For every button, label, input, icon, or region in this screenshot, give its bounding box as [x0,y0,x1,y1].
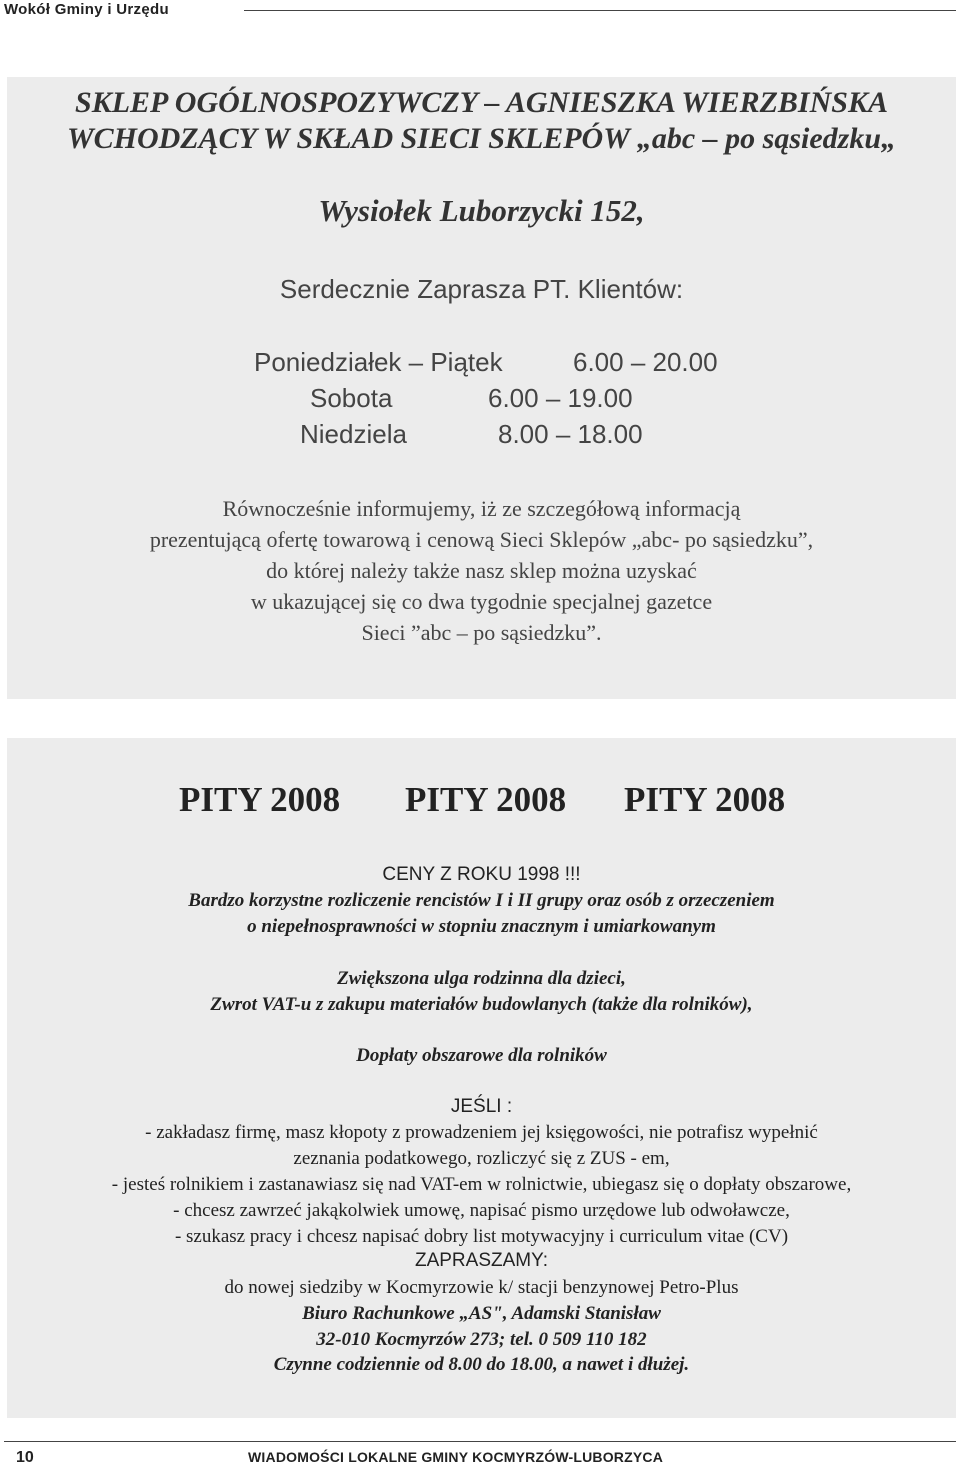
if-line: - jesteś rolnikiem i zastanawiasz się nad VAT-em w rolnictwie, ubiegasz się o dopłaty obszarowe, [111,1174,852,1195]
shop-title-line1: SKLEP OGÓLNOSPOZYWCZY – AGNIESZKA WIERZBIŃSKA [75,86,888,119]
prices-line: CENY Z ROKU 1998 !!! [382,864,581,885]
shop-address: Wysiołek Luborzycki 152, [318,193,645,228]
office-name: Biuro Rachunkowe „AS", Adamski Stanisław [302,1303,661,1324]
hours-time: 6.00 – 19.00 [488,383,633,413]
page-number: 10 [16,1449,34,1466]
shop-title-line2: WCHODZĄCY W SKŁAD SIECI SKLEPÓW „abc – po sąsiedzku„ [66,122,897,155]
page-header [0,0,960,22]
office-hours: Czynne codziennie od 8.00 do 18.00, a nawet i dłużej. [273,1354,690,1375]
header-divider [244,10,956,11]
hours-day: Poniedziałek – Piątek [254,347,503,377]
pity-heading: PITY 2008 [179,780,341,819]
if-label: JEŚLI : [450,1096,513,1117]
relief-line: Zwrot VAT-u z zakupu materiałów budowlanych (także dla rolników), [210,994,753,1015]
hours-day: Sobota [310,383,393,413]
page-footer [0,1440,960,1473]
pity-heading: PITY 2008 [405,780,567,819]
relief-line: Zwiększona ulga rodzinna dla dzieci, [337,968,626,989]
info-line: Sieci ”abc – po sąsiedzku”. [361,620,602,645]
publication-title: WIADOMOŚCI LOKALNE GMINY KOCMYRZÓW-LUBORZYCA [248,1449,664,1465]
hours-row-saturday [7,383,956,417]
location-line: do nowej siedziby w Kocmyrzowie k/ stacji benzynowej Petro-Plus [224,1277,739,1298]
hours-time: 8.00 – 18.00 [498,419,643,449]
hours-day: Niedziela [300,419,407,449]
office-address: 32-010 Kocmyrzów 273; tel. 0 509 110 182 [316,1329,647,1350]
benefit-line: Bardzo korzystne rozliczenie rencistów I i II grupy oraz osób z orzeczeniem [188,890,775,911]
hours-row-sunday [7,419,956,453]
if-line: zeznania podatkowego, rozliczyć się z ZUS - em, [293,1148,670,1169]
hours-time: 6.00 – 20.00 [573,347,718,377]
info-line: prezentującą ofertę towarową i cenową Sieci Sklepów „abc- po sąsiedzku”, [149,527,814,552]
pity-heading: PITY 2008 [624,780,786,819]
subsidy-line: Dopłaty obszarowe dla rolników [356,1045,607,1066]
info-line: w ukazującej się co dwa tygodnie specjalnej gazetce [250,589,713,614]
if-line: - chcesz zawrzeć jakąkolwiek umowę, napisać pismo urzędowe lub odwoławcze, [173,1200,790,1221]
hours-row-weekdays [7,347,956,381]
tax-office-advertisement [7,738,956,1418]
footer-divider [4,1441,956,1442]
info-line: do której należy także nasz sklep można uzyskać [266,558,697,583]
if-line: - szukasz pracy i chcesz napisać dobry list motywacyjny i curriculum vitae (CV) [174,1226,789,1247]
shop-invite: Serdecznie Zaprasza PT. Klientów: [279,274,684,304]
invite-line: ZAPRASZAMY: [414,1250,549,1271]
section-title: Wokół Gminy i Urzędu [4,1,169,18]
benefit-line: o niepełnosprawności w stopniu znacznym i umiarkowanym [247,916,716,937]
info-line: Równocześnie informujemy, iż ze szczegółową informacją [222,496,741,521]
shop-advertisement [7,77,956,699]
if-line: - zakładasz firmę, masz kłopoty z prowadzeniem jej księgowości, nie potrafisz wypełnić [145,1122,818,1143]
